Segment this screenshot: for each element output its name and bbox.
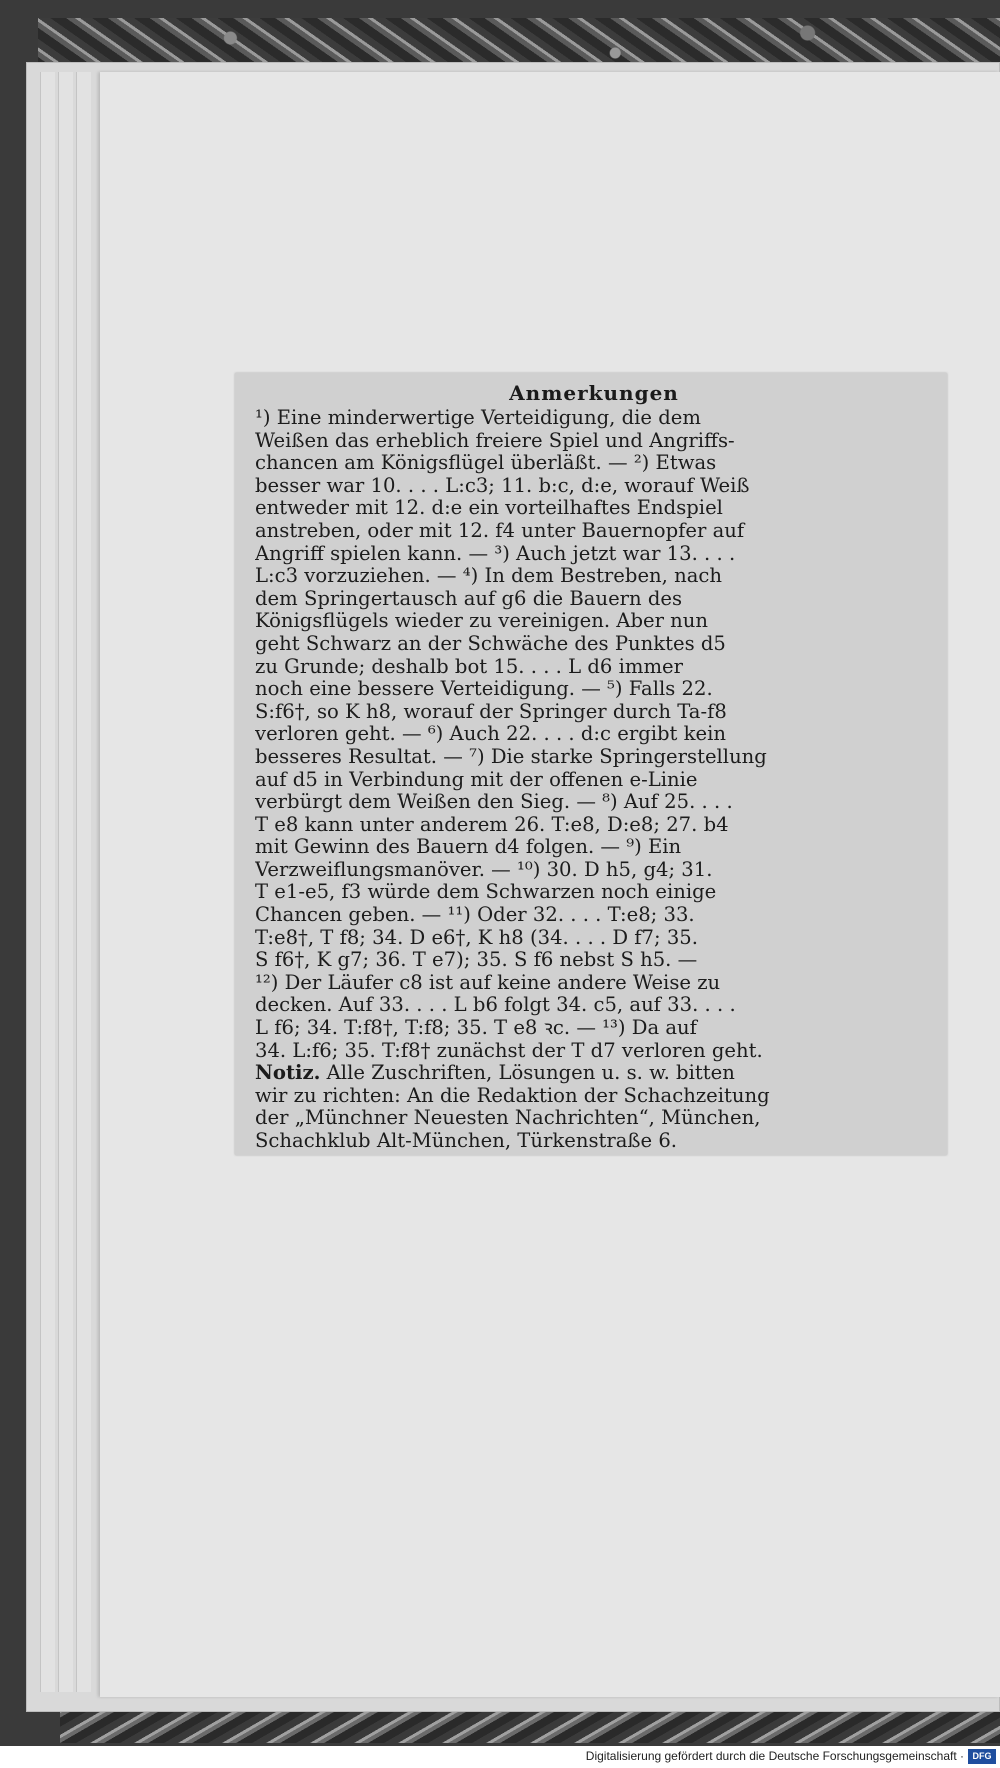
page-edge bbox=[76, 72, 91, 1692]
clipping-line: Königsflügels wieder zu vereinigen. Aber nun bbox=[255, 610, 709, 633]
clipping-line: auf d5 in Verbindung mit der offenen e-Linie bbox=[255, 768, 698, 791]
clipping-line: Verzweiflungsmanöver. — ¹⁰) 30. D h5, g4; 31. bbox=[255, 858, 713, 881]
notiz-text: Alle Zuschriften, Lösungen u. s. w. bitten bbox=[320, 1062, 735, 1085]
clipping-line: chancen am Königsflügel überläßt. — ²) Etwas bbox=[255, 452, 717, 475]
clipping-line: ¹²) Der Läufer c8 ist auf keine andere Weise zu bbox=[255, 971, 721, 994]
clipping-line: besseres Resultat. — ⁷) Die starke Springerstellung bbox=[255, 745, 767, 768]
clipping-line: noch eine bessere Verteidigung. — ⁵) Falls 22. bbox=[255, 678, 713, 701]
dfg-logo: DFG bbox=[968, 1749, 996, 1764]
clipping-line: T e1-e5, f3 würde dem Schwarzen noch einige bbox=[255, 881, 717, 904]
clipping-line: entweder mit 12. d:e ein vorteilhaftes Endspiel bbox=[255, 497, 723, 520]
notiz-label: Notiz. bbox=[255, 1062, 321, 1085]
clipping-line: L f6; 34. T:f8†, T:f8; 35. T e8 ꝛc. — ¹³) Da auf bbox=[255, 1017, 697, 1040]
page-edge bbox=[58, 72, 73, 1692]
clipping-line: zu Grunde; deshalb bot 15. . . . L d6 immer bbox=[255, 655, 683, 678]
clipping-line: mit Gewinn des Bauern d4 folgen. — ⁹) Ein bbox=[255, 836, 682, 859]
book-cover-top bbox=[38, 18, 1000, 68]
clipping-line: S f6†, K g7; 36. T e7); 35. S f6 nebst S h5. — bbox=[255, 949, 698, 972]
clipping-line: Chancen geben. — ¹¹) Oder 32. . . . T:e8; 33. bbox=[255, 904, 695, 927]
notiz-line: wir zu richten: An die Redaktion der Schachzeitung bbox=[255, 1084, 770, 1107]
clipping-line: 34. L:f6; 35. T:f8† zunächst der T d7 verloren geht. bbox=[255, 1039, 763, 1062]
footer-credit: Digitalisierung gefördert durch die Deutsche Forschungsgemeinschaft · bbox=[585, 1749, 964, 1763]
clipping-line: verloren geht. — ⁶) Auch 22. . . . d:c ergibt kein bbox=[255, 723, 727, 746]
notiz-line: Schachklub Alt-München, Türkenstraße 6. bbox=[255, 1130, 678, 1152]
clipping-line: decken. Auf 33. . . . L b6 folgt 34. c5, auf 33. . . . bbox=[255, 994, 736, 1017]
notiz-line: der „Münchner Neuesten Nachrichten“, München, bbox=[255, 1107, 761, 1130]
clipping-heading: Anmerkungen bbox=[509, 381, 679, 405]
clipping-line: verbürgt dem Weißen den Sieg. — ⁸) Auf 25. . . . bbox=[255, 791, 733, 814]
clipping-line: anstreben, oder mit 12. f4 unter Bauernopfer auf bbox=[255, 519, 745, 542]
notiz-line bbox=[255, 1062, 933, 1085]
newspaper-clipping bbox=[235, 373, 947, 1155]
clipping-line: L:c3 vorzuziehen. — ⁴) In dem Bestreben, nach bbox=[255, 565, 723, 588]
clipping-line: ¹) Eine minderwertige Verteidigung, die dem bbox=[255, 407, 701, 429]
clipping-line: S:f6†, so K h8, worauf der Springer durch Ta-f8 bbox=[255, 700, 727, 723]
clipping-body bbox=[255, 407, 933, 1153]
clipping-line: T:e8†, T f8; 34. D e6†, K h8 (34. . . . D f7; 35. bbox=[255, 926, 699, 949]
clipping-line: dem Springertausch auf g6 die Bauern des bbox=[255, 587, 683, 610]
clipping-line: geht Schwarz an der Schwäche des Punktes d5 bbox=[255, 632, 726, 655]
clipping-line: T e8 kann unter anderem 26. T:e8, D:e8; 27. b4 bbox=[255, 813, 729, 836]
footer-bar bbox=[0, 1746, 1000, 1768]
page-edge bbox=[40, 72, 55, 1692]
clipping-line: besser war 10. . . . L:c3; 11. b:c, d:e, worauf Weiß bbox=[255, 474, 750, 497]
clipping-line: Weißen das erheblich freiere Spiel und Angriffs- bbox=[255, 429, 735, 452]
clipping-line: Angriff spielen kann. — ³) Auch jetzt war 13. . . . bbox=[255, 542, 736, 565]
